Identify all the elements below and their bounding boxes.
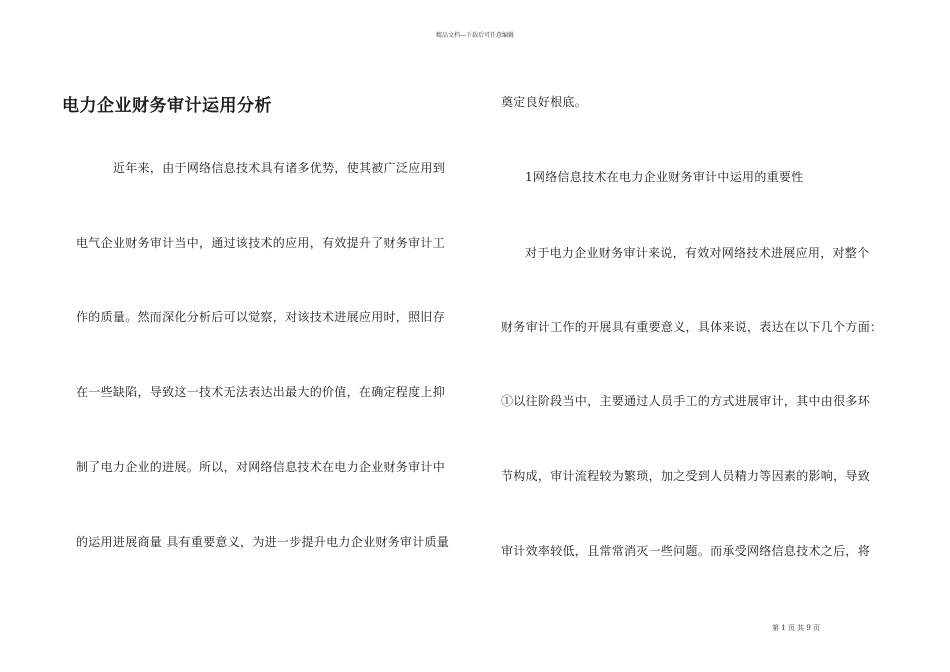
document-title: 电力企业财务审计运用分析 xyxy=(62,96,272,116)
paragraph-line: 的运用进展商量 具有重要意义，为进一步提升电力企业财务审计质量 xyxy=(76,535,450,549)
paragraph-line: 奠定良好根底。 xyxy=(501,95,588,109)
paragraph-line: 节构成，审计流程较为繁琐，加之受到人员精力等因素的影响，导致 xyxy=(501,469,871,483)
page-number: 第 1 页 共 9 页 xyxy=(772,624,821,632)
paragraph-line: 财务审计工作的开展具有重要意义，具体来说，表达在以下几个方面： xyxy=(501,320,883,334)
section-heading: 1网络信息技术在电力企业财务审计中运用的重要性 xyxy=(525,170,804,184)
paragraph-line: 近年来，由于网络信息技术具有诸多优势，使其被广泛应用到 xyxy=(113,161,446,175)
paragraph-line: 在一些缺陷，导致这一技术无法表达出最大的价值，在确定程度上抑 xyxy=(76,385,446,399)
paragraph-line: ①以往阶段当中，主要通过人员手工的方式进展审计，其中由很多环 xyxy=(501,394,871,408)
paragraph-line: 制了电力企业的进展。所以，对网络信息技术在电力企业财务审计中 xyxy=(76,460,446,474)
header-note: 精品文档---下载后可任意编辑 xyxy=(435,32,515,39)
paragraph-line: 电气企业财务审计当中，通过该技术的应用，有效提升了财务审计工 xyxy=(76,236,446,250)
paragraph-line: 作的质量。然而深化分析后可以觉察，对该技术进展应用时，照旧存 xyxy=(76,310,446,324)
right-column xyxy=(490,0,950,672)
paragraph-line: 审计效率较低，且常常消灭一些问题。而承受网络信息技术之后，将 xyxy=(501,544,871,558)
paragraph-line: 对于电力企业财务审计来说，有效对网络技术进展应用，对整个 xyxy=(525,246,870,260)
